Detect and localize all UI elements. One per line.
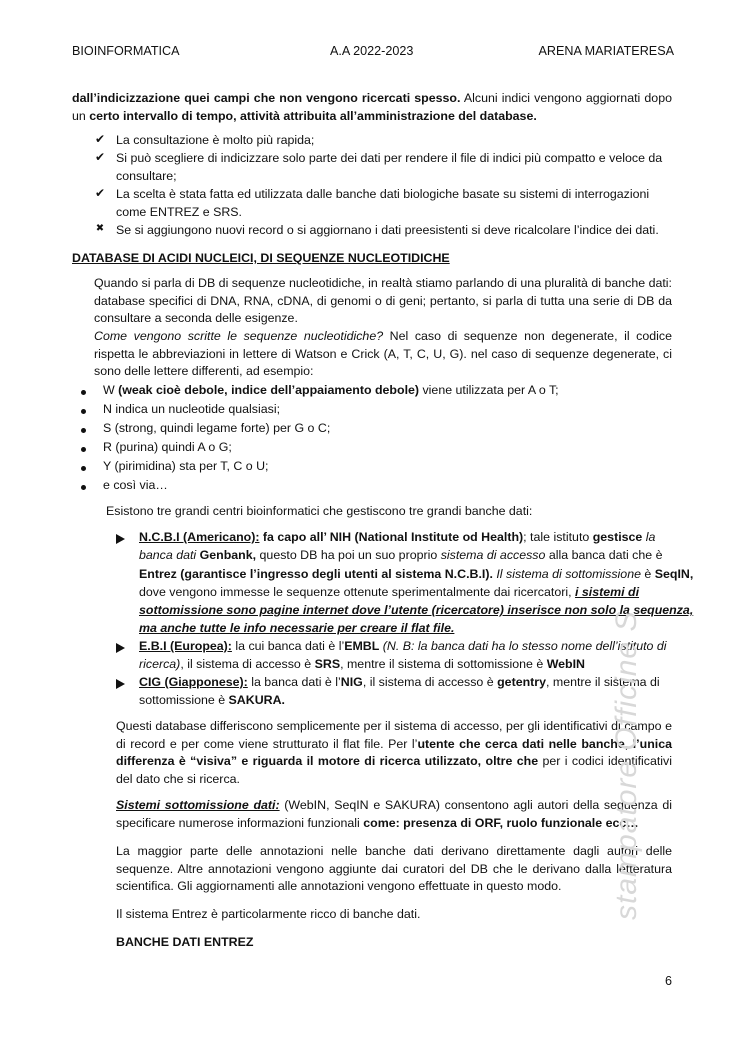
bullet-y: Y (pirimidina) sta per T, C o U;	[103, 459, 269, 473]
bullet-dot	[81, 409, 86, 414]
section-title: DATABASE DI ACIDI NUCLEICI, DI SEQUENZE NUCLEOTIDICHE	[72, 251, 450, 265]
centers-intro: Esistono tre grandi centri bioinformatici che gestiscono tre grandi banche dati:	[106, 504, 533, 518]
header-course: BIOINFORMATICA	[72, 44, 180, 58]
ncbi-line-4: dove vengono immesse le sequenze ottenute sperimentalmente dai ricercatori, i sistemi di	[139, 585, 640, 599]
paragraph-differences: Questi database differiscono semplicemente per il sistema di accesso, per gli identificativi di campo e di record e per come viene strutturato il flat file. Per l’utente che cerca dati nelle banche, l’unica differenza è “visiva” e riguarda il motore di ricerca utilizzato, oltre che per i codici identificativi del dato che si ricerca.	[116, 719, 672, 786]
question-italic: Come vengono scritte le sequenze nucleotidiche?	[94, 329, 384, 343]
paragraph-annotations: La maggior parte delle annotazioni nelle banche dati derivano direttamente dagli autori delle sequenze. Altre annotazioni vengono aggiunte dai curatori del DB che le derivano dalla letteratura scientifica. Gli aggiornamenti alle annotazioni vengono effettuate in questo modo.	[116, 844, 672, 894]
ncbi-line-1: N.C.B.I (Americano): fa capo all’ NIH (National Institute od Health); tale istituto gestisce la	[139, 530, 656, 544]
check-item-cont: come ENTREZ e SRS.	[116, 205, 242, 219]
ncbi-line-3: Entrez (garantisce l’ingresso degli utenti al sistema N.C.B.I). Il sistema di sottomissione è SeqIN,	[139, 567, 694, 581]
intro-bold-2: certo intervallo di tempo, attività attribuita all’amministrazione del database.	[89, 108, 537, 123]
arrow-bullet-icon	[116, 643, 125, 653]
check-item: La scelta è stata fatta ed utilizzata dalle banche dati biologiche basate su sistemi di interrogazioni	[116, 187, 650, 201]
paragraph-submission: Sistemi sottomissione dati: (WebIN, SeqIN e SAKURA) consentono agli autori della sequenza di specificare numerose informazioni funzionali come: presenza di ORF, ruolo funzionale ecc…	[116, 798, 673, 830]
check-icon: ✔	[94, 150, 106, 164]
cig-line-1: CIG (Giapponese): la banca dati è l’NIG, il sistema di accesso è getentry, mentre il sistema di	[139, 675, 660, 689]
paragraph-sequences: Come vengono scritte le sequenze nucleotidiche? Nel caso di sequenze non degenerate, il codice rispetta le abbreviazioni in lettere di Watson e Crick (A, T, C, U, G). nel caso di sequenze degenerate, ci sono delle lettere differenti, ad esempio:	[94, 329, 672, 379]
intro-bold-1: dall’indicizzazione quei campi che non vengono ricercati spesso.	[72, 91, 461, 105]
bullet-dot	[81, 485, 86, 490]
paragraph-entrez: Il sistema Entrez è particolarmente ricco di banche dati.	[116, 907, 421, 921]
bullet-w: W (weak cioè debole, indice dell’appaiamento debole) viene utilizzata per A o T;	[103, 383, 559, 397]
check-item: Se si aggiungono nuovi record o si aggiornano i dati preesistenti si deve ricalcolare l’indice dei dati.	[116, 223, 659, 237]
check-item: Si può scegliere di indicizzare solo parte dei dati per rendere il file di indici più compatto e veloce da	[116, 151, 663, 165]
ncbi-line-6: ma anche tutte le info necessarie per creare il flat file.	[139, 621, 455, 635]
intro-paragraph	[72, 90, 672, 125]
bullet-dot	[81, 428, 86, 433]
ncbi-line-2: banca dati Genbank, questo DB ha poi un suo proprio sistema di accesso alla banca dati che è	[139, 548, 663, 562]
page-number: 6	[664, 974, 672, 988]
ebi-line-1: E.B.I (Europea): la cui banca dati è l’EMBL (N. B: la banca dati ha lo stesso nome dell’istituto di	[139, 639, 667, 653]
bullet-dot	[81, 390, 86, 395]
entrez-heading: BANCHE DATI ENTREZ	[116, 935, 254, 949]
ebi-line-2: ricerca), il sistema di accesso è SRS, mentre il sistema di sottomissione è WebIN	[139, 657, 586, 671]
bullet-s: S (strong, quindi legame forte) per G o C;	[103, 421, 331, 435]
header-author: ARENA MARIATERESA	[538, 44, 674, 58]
page-header	[72, 44, 674, 60]
cig-line-2: sottomissione è SAKURA.	[139, 693, 285, 707]
bullet-etc: e così via…	[103, 478, 168, 492]
header-year: A.A 2022-2023	[330, 44, 414, 58]
cross-icon: ✖	[95, 223, 105, 234]
check-icon: ✔	[94, 186, 106, 200]
bullet-r: R (purina) quindi A o G;	[103, 440, 232, 454]
bullet-n: N indica un nucleotide qualsiasi;	[103, 402, 281, 416]
bullet-dot	[81, 466, 86, 471]
check-item: La consultazione è molto più rapida;	[116, 133, 315, 147]
check-icon: ✔	[94, 132, 106, 146]
arrow-bullet-icon	[116, 679, 125, 689]
intro-text: Alcuni indici vengono aggiornati dopo un	[72, 91, 672, 123]
watermark: stampatore Officine S	[610, 610, 643, 920]
ncbi-line-5: sottomissione sono pagine internet dove l’utente (ricercatore) inserisce non solo la sequenza,	[139, 603, 694, 617]
check-item-cont: consultare;	[116, 169, 177, 183]
arrow-bullet-icon	[116, 534, 125, 544]
paragraph-db: Quando si parla di DB di sequenze nucleotidiche, in realtà stiamo parlando di una pluralità di banche dati: database specifici di DNA, RNA, cDNA, di genomi o di geni; pertanto, si parla di tutta una serie di DB da consultare a seconda delle esigenze.	[94, 276, 672, 326]
bullet-dot	[81, 447, 86, 452]
